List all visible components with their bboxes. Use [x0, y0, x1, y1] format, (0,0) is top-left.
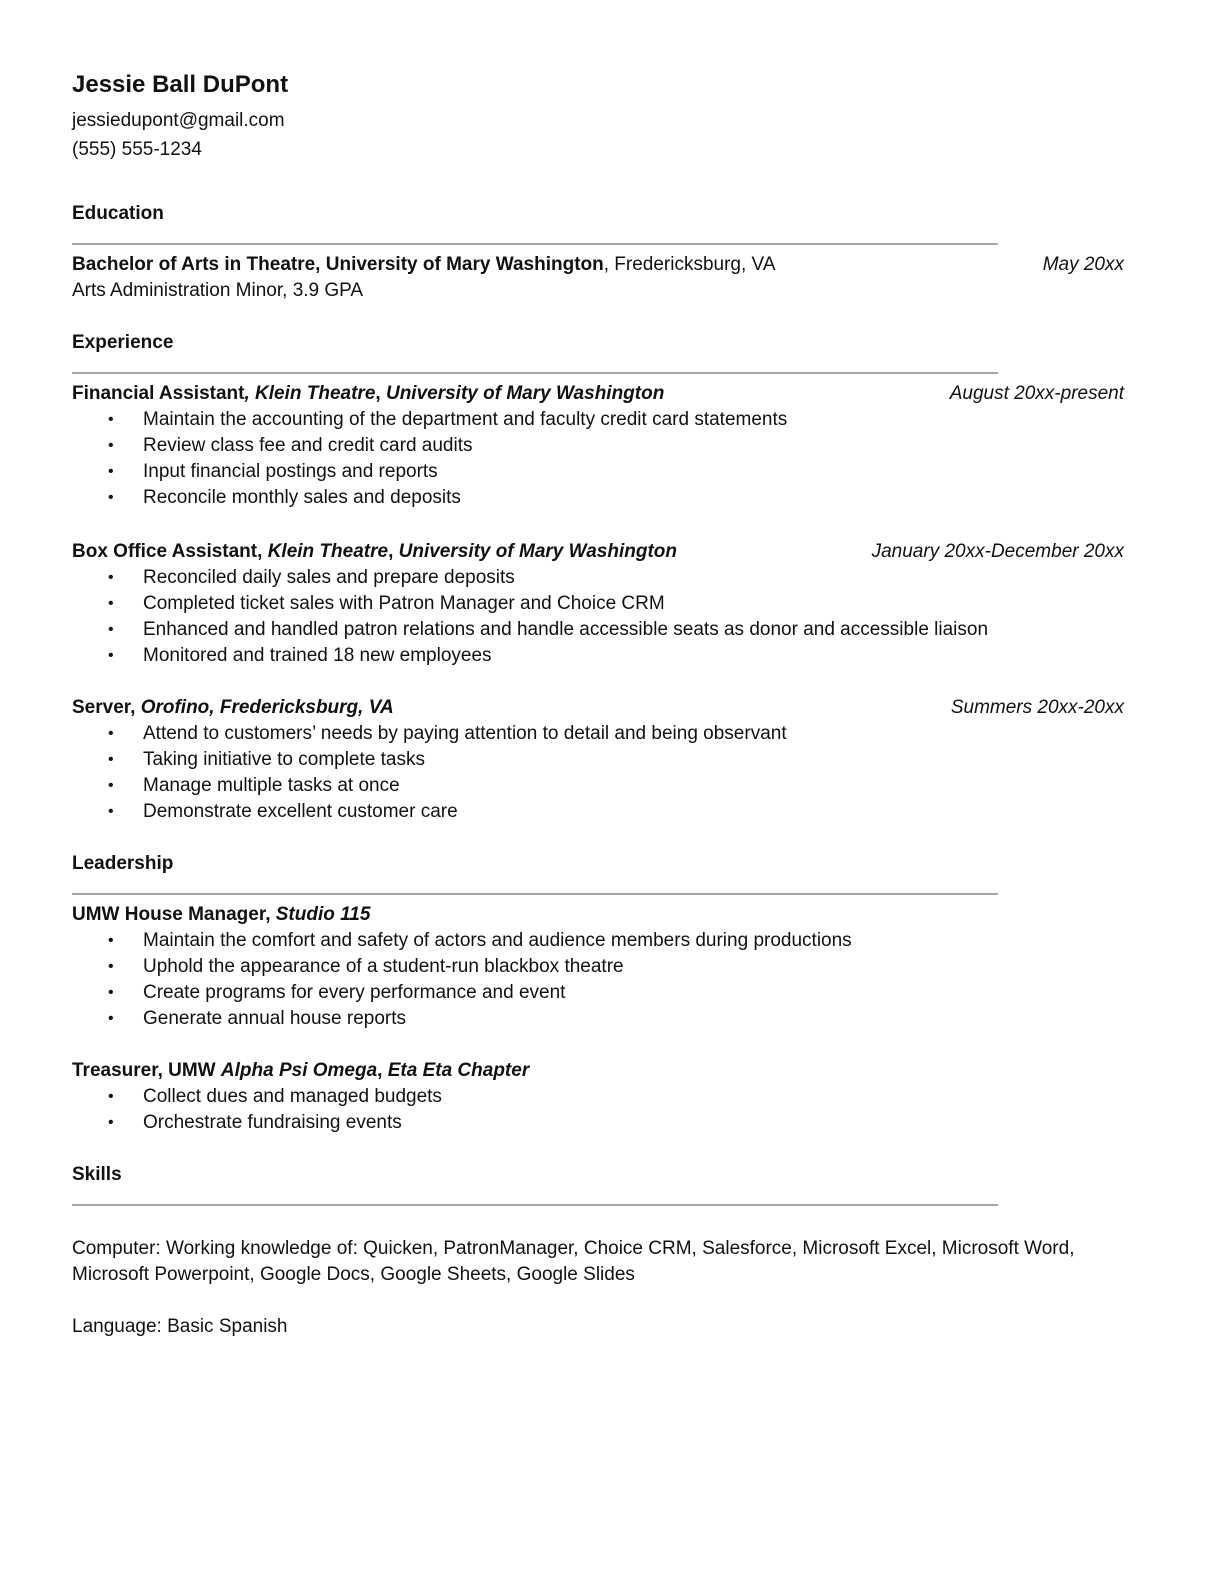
job-header — [72, 695, 1124, 721]
job-place: University of Mary Washington — [398, 541, 677, 562]
bullet-item — [72, 591, 1124, 617]
bullet-text: Enhanced and handled patron relations and handle accessible seats as donor and accessible liaison — [143, 619, 989, 640]
bullet-text: Maintain the comfort and safety of actors and audience members during productions — [143, 930, 852, 951]
bullet-text: Orchestrate fundraising events — [143, 1112, 402, 1133]
email: jessiedupont@gmail.com — [72, 110, 285, 131]
skills-computer-line: Computer: Working knowledge of: Quicken, PatronManager, Choice CRM, Salesforce, Microsoft Excel, Microsoft Word, — [72, 1238, 1075, 1259]
bullet-icon: • — [108, 463, 114, 480]
bullet-text: Review class fee and credit card audits — [143, 435, 473, 456]
bullet-text: Maintain the accounting of the department and faculty credit card statements — [143, 409, 788, 430]
job-separator: , — [257, 541, 268, 562]
experience-heading: Experience — [72, 332, 174, 353]
bullet-icon: • — [108, 621, 114, 638]
leadership-chapter: Eta Eta Chapter — [387, 1060, 530, 1081]
bullet-text: Taking initiative to complete tasks — [143, 749, 425, 770]
leadership-org: Alpha Psi Omega — [220, 1060, 378, 1081]
bullet-text: Uphold the appearance of a student-run blackbox theatre — [143, 956, 624, 977]
bullet-icon: • — [108, 1088, 114, 1105]
bullet-icon: • — [108, 489, 114, 506]
job-header — [72, 539, 1124, 565]
bullet-icon: • — [108, 725, 114, 742]
job-org: Orofino, Fredericksburg, VA — [140, 697, 394, 718]
job-bullets — [72, 565, 1124, 669]
job-place: University of Mary Washington — [385, 383, 665, 404]
bullet-icon: • — [108, 411, 114, 428]
contact-block — [72, 106, 1124, 164]
bullet-icon: • — [108, 984, 114, 1001]
job-role: Server — [72, 697, 131, 718]
degree: Bachelor of Arts in Theatre, University of Mary Washington — [72, 254, 604, 275]
leadership-divider — [72, 893, 998, 895]
bullet-item — [72, 1110, 1124, 1136]
leadership-role: Treasurer, UMW — [72, 1060, 221, 1081]
bullet-text: Input financial postings and reports — [143, 461, 438, 482]
leadership-bullets — [72, 1084, 1124, 1136]
job-entry — [72, 381, 1124, 511]
bullet-text: Reconciled daily sales and prepare deposits — [143, 567, 515, 588]
education-heading: Education — [72, 203, 164, 224]
leadership-org: Studio 115 — [275, 904, 371, 925]
job-entry — [72, 695, 1124, 825]
bullet-item — [72, 1084, 1124, 1110]
applicant-name: Jessie Ball DuPont — [72, 71, 289, 98]
job-date: August 20xx-present — [949, 383, 1124, 404]
leadership-header — [72, 902, 1124, 928]
bullet-text: Manage multiple tasks at once — [143, 775, 400, 796]
bullet-icon: • — [108, 1010, 114, 1027]
leadership-entry — [72, 902, 1124, 1032]
school-location: , Fredericksburg, VA — [603, 254, 776, 275]
bullet-text: Monitored and trained 18 new employees — [143, 645, 492, 666]
job-org: Klein Theatre — [255, 383, 376, 404]
leadership-role: UMW House Manager, — [72, 904, 276, 925]
bullet-text: Reconcile monthly sales and deposits — [143, 487, 461, 508]
education-entry — [72, 252, 1124, 278]
bullet-item — [72, 459, 1124, 485]
bullet-text: Collect dues and managed budgets — [143, 1086, 442, 1107]
leadership-entry — [72, 1058, 1124, 1136]
bullet-icon: • — [108, 1114, 114, 1131]
education-minor: Arts Administration Minor, 3.9 GPA — [72, 280, 364, 301]
skills-language: Language: Basic Spanish — [72, 1316, 288, 1337]
resume-page — [72, 70, 1124, 1340]
experience-divider — [72, 372, 998, 374]
leadership-separator: , — [377, 1060, 388, 1081]
job-bullets — [72, 721, 1124, 825]
bullet-item — [72, 721, 1124, 747]
bullet-icon: • — [108, 595, 114, 612]
bullet-icon: • — [108, 751, 114, 768]
job-role: Financial Assistant — [72, 383, 245, 404]
leadership-header — [72, 1058, 1124, 1084]
bullet-item — [72, 773, 1124, 799]
bullet-text: Attend to customers’ needs by paying attention to detail and being observant — [143, 723, 787, 744]
job-separator: , — [375, 383, 386, 404]
education-divider — [72, 243, 998, 245]
job-entry — [72, 539, 1124, 669]
bullet-item — [72, 928, 1124, 954]
leadership-heading: Leadership — [72, 853, 174, 874]
bullet-icon: • — [108, 932, 114, 949]
skills-divider — [72, 1204, 998, 1206]
bullet-icon: • — [108, 647, 114, 664]
bullet-icon: • — [108, 437, 114, 454]
job-separator: , — [130, 697, 141, 718]
bullet-text: Demonstrate excellent customer care — [143, 801, 458, 822]
skills-heading: Skills — [72, 1164, 122, 1185]
education-date: May 20xx — [1042, 254, 1124, 275]
bullet-item — [72, 954, 1124, 980]
bullet-item — [72, 747, 1124, 773]
job-org: Klein Theatre — [267, 541, 389, 562]
job-role: Box Office Assistant — [72, 541, 258, 562]
bullet-text: Create programs for every performance and event — [143, 982, 566, 1003]
bullet-item — [72, 643, 1124, 669]
bullet-item — [72, 617, 1124, 643]
bullet-item — [72, 980, 1124, 1006]
job-bullets — [72, 407, 1124, 511]
bullet-item — [72, 1006, 1124, 1032]
job-header — [72, 381, 1124, 407]
skills-computer — [72, 1236, 1124, 1288]
bullet-icon: • — [108, 803, 114, 820]
bullet-item — [72, 433, 1124, 459]
bullet-icon: • — [108, 777, 114, 794]
bullet-text: Generate annual house reports — [143, 1008, 407, 1029]
bullet-item — [72, 485, 1124, 511]
skills-computer-line: Microsoft Powerpoint, Google Docs, Google Sheets, Google Slides — [72, 1264, 635, 1285]
bullet-item — [72, 799, 1124, 825]
job-date: January 20xx-December 20xx — [871, 541, 1124, 562]
leadership-bullets — [72, 928, 1124, 1032]
bullet-icon: • — [108, 569, 114, 586]
job-date: Summers 20xx-20xx — [950, 697, 1124, 718]
bullet-icon: • — [108, 958, 114, 975]
phone: (555) 555-1234 — [72, 139, 202, 160]
bullet-item — [72, 407, 1124, 433]
job-separator: , — [244, 383, 256, 404]
job-separator: , — [388, 541, 399, 562]
bullet-item — [72, 565, 1124, 591]
bullet-text: Completed ticket sales with Patron Manager and Choice CRM — [143, 593, 665, 614]
